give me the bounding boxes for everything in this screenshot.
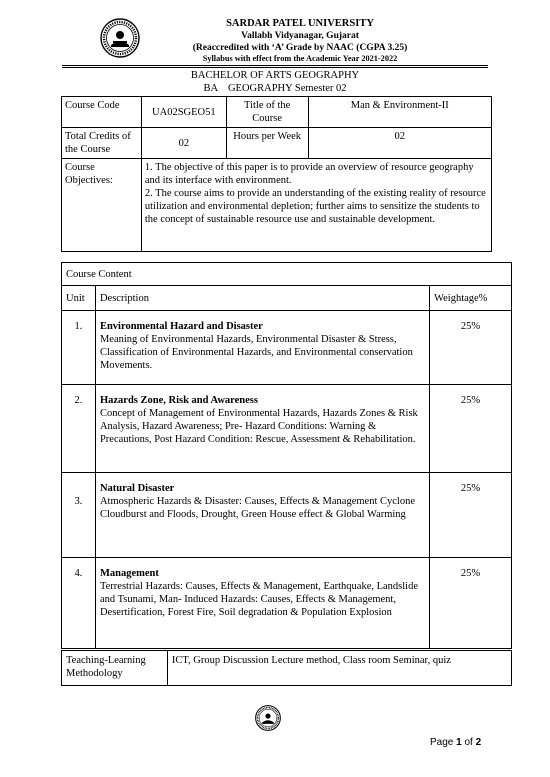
teaching-methodology-table <box>61 650 512 686</box>
unit-weightage: 25% <box>430 385 512 473</box>
table-row <box>62 558 512 649</box>
objectives-row <box>62 159 492 252</box>
course-code-row <box>62 97 492 128</box>
unit-description <box>95 385 429 473</box>
course-title-label: Title of the Course <box>226 97 308 128</box>
header-rule-top <box>62 65 488 66</box>
unit-description <box>95 558 429 649</box>
objective-2: 2. The course aims to provide an understanding of the existing reality of resource utilization and environmental depletion; further aims to sensitize the students to the concept of sustainable resource use and sustainable development. <box>144 188 486 225</box>
page-total: 2 <box>475 737 482 748</box>
description-column-header: Description <box>95 286 429 311</box>
program-title: BACHELOR OF ARTS GEOGRAPHY <box>190 70 360 81</box>
page-of: of <box>464 737 473 748</box>
total-credits-value: 02 <box>141 128 226 159</box>
course-content-table <box>61 262 512 649</box>
unit-title: Management <box>99 568 159 579</box>
total-credits-label: Total Credits of the Course <box>62 128 142 159</box>
footer-seal-logo <box>255 705 281 731</box>
unit-description <box>95 473 429 558</box>
unit-weightage: 25% <box>430 311 512 385</box>
semester-line: BA GEOGRAPHY Semester 02 <box>203 83 347 94</box>
university-location: Vallabh Vidyanagar, Gujarat <box>241 31 359 41</box>
page-word: Page <box>430 737 454 748</box>
unit-weightage: 25% <box>430 558 512 649</box>
table-row <box>62 385 512 473</box>
page-number <box>430 737 481 748</box>
unit-text: Meaning of Environmental Hazards, Environmental Disaster & Stress, Classification of Environmental Hazards, and Environmental conservation Movements. <box>99 334 413 371</box>
unit-title: Environmental Hazard and Disaster <box>99 321 263 332</box>
course-content-heading: Course Content <box>62 263 512 286</box>
unit-text: Atmospheric Hazards & Disaster: Causes, Effects & Management Cyclone Cloudburst and Floods, Drought, Green House effect & Global Warming <box>99 496 415 520</box>
teaching-methodology-value: ICT, Group Discussion Lecture method, Class room Seminar, quiz <box>167 651 511 686</box>
objective-1: 1. The objective of this paper is to provide an overview of resource geography and its interface with environment. <box>144 162 474 186</box>
credits-row <box>62 128 492 159</box>
unit-text: Concept of Management of Environmental Hazards, Hazards Zones & Risk Analysis, Hazard Awareness; Pre- Hazard Conditions: Warning & Precautions, Post Hazard Condition: Rescue, Assessment & Rehabilitation. <box>99 408 418 445</box>
course-info-table <box>61 96 492 252</box>
accreditation-line: (Reaccredited with ‘A’ Grade by NAAC (CGPA 3.25) <box>192 43 408 53</box>
course-code-value: UA02SGEO51 <box>141 97 226 128</box>
header-rule-bottom <box>62 67 488 68</box>
unit-number: 1. <box>62 311 96 385</box>
university-name: SARDAR PATEL UNIVERSITY <box>226 18 374 29</box>
table-row <box>62 311 512 385</box>
syllabus-effect-line: Syllabus with effect from the Academic Year 2021-2022 <box>202 54 398 63</box>
teaching-row <box>62 651 512 686</box>
unit-title: Hazards Zone, Risk and Awareness <box>99 395 258 406</box>
unit-number: 3. <box>62 473 96 558</box>
course-objectives-text <box>141 159 491 252</box>
hours-per-week-label: Hours per Week <box>226 128 308 159</box>
unit-column-header: Unit <box>62 286 96 311</box>
unit-number: 2. <box>62 385 96 473</box>
table-row <box>62 473 512 558</box>
university-seal-logo <box>100 18 140 58</box>
unit-description <box>95 311 429 385</box>
teaching-methodology-label: Teaching-Learning Methodology <box>62 651 168 686</box>
unit-number: 4. <box>62 558 96 649</box>
content-heading-row <box>62 263 512 286</box>
unit-title: Natural Disaster <box>99 483 175 494</box>
content-header-row <box>62 286 512 311</box>
hours-per-week-value: 02 <box>308 128 491 159</box>
course-objectives-label: Course Objectives: <box>62 159 142 252</box>
course-title-value: Man & Environment-II <box>308 97 491 128</box>
unit-text: Terrestrial Hazards: Causes, Effects & Management, Earthquake, Landslide and Tsunami, Man- Induced Hazards: Causes, Effects & Management, Desertification, Forest Fire, Soil degradation & Population Explosion <box>99 581 419 618</box>
weightage-column-header: Weightage% <box>430 286 512 311</box>
unit-weightage: 25% <box>430 473 512 558</box>
course-code-label: Course Code <box>62 97 142 128</box>
page-current: 1 <box>456 737 462 748</box>
